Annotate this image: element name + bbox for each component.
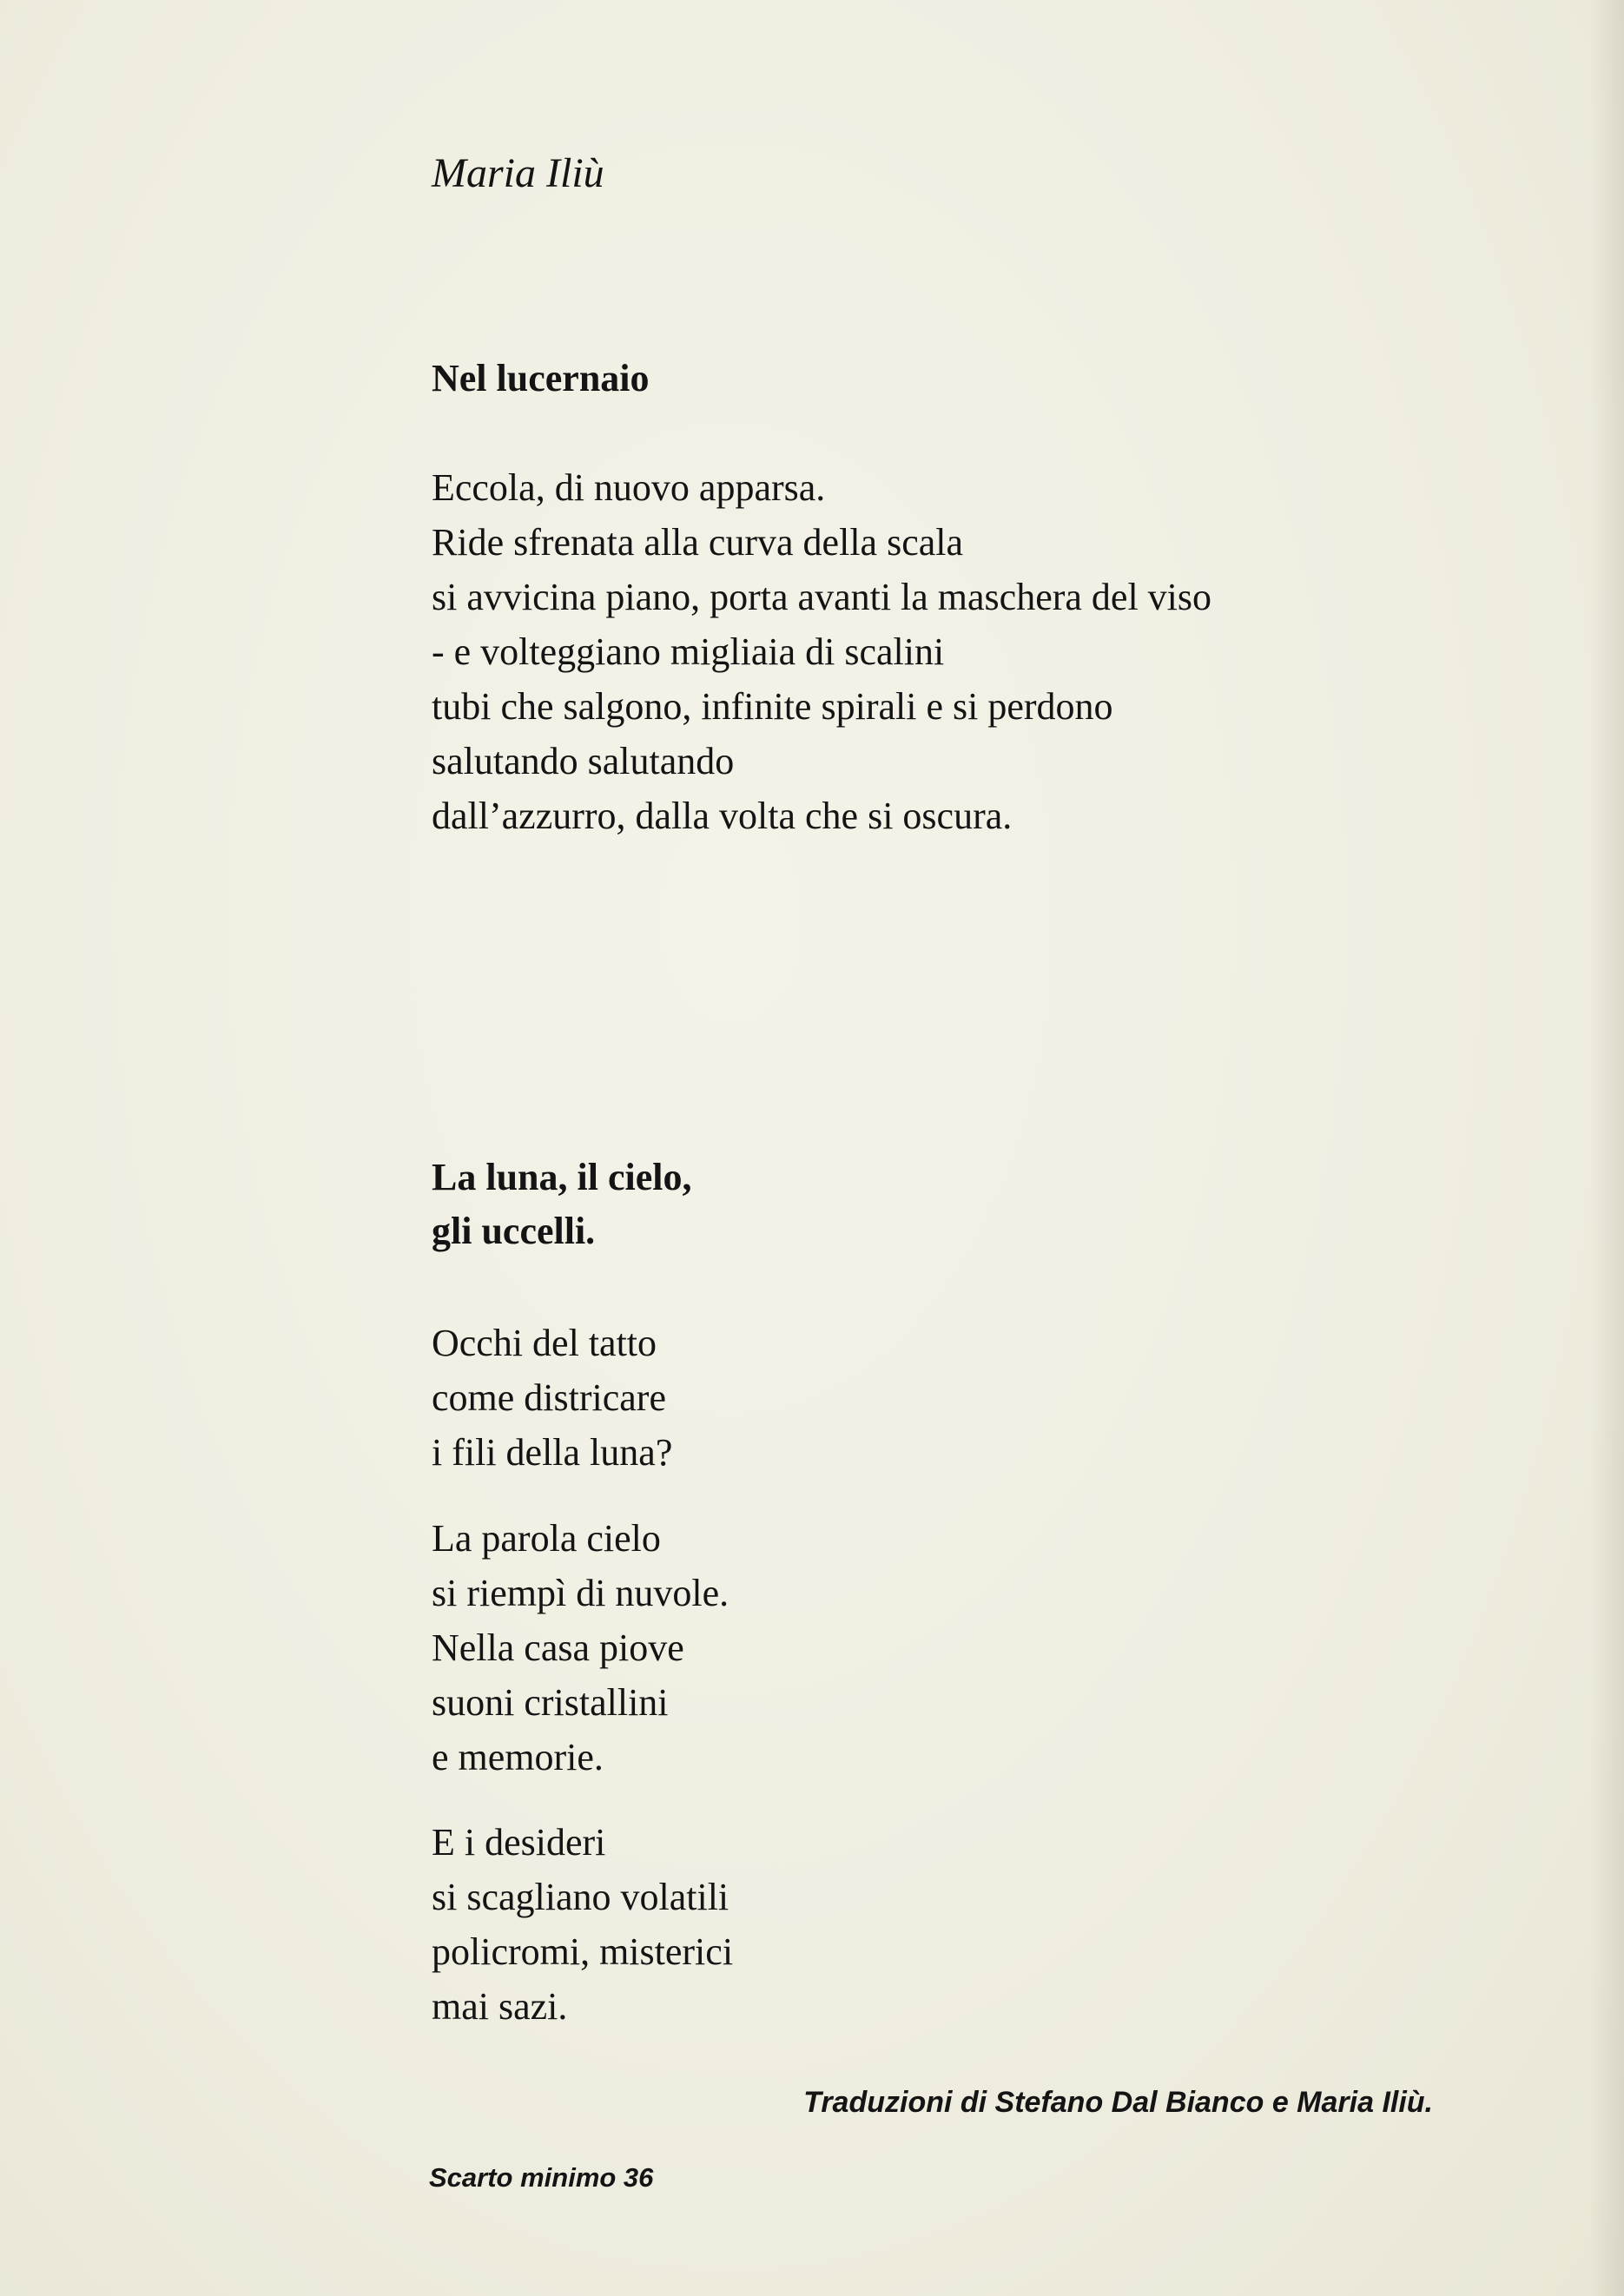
- verse-line: - e volteggiano migliaia di scalini: [432, 630, 945, 673]
- verse-line: i fili della luna?: [432, 1431, 673, 1474]
- poem-stanza: [432, 1316, 672, 1480]
- verse-line: mai sazi.: [432, 1985, 568, 2028]
- verse-line: e memorie.: [432, 1736, 604, 1778]
- author-name: Maria Iliù: [432, 150, 604, 196]
- verse-line: policromi, misterici: [432, 1930, 734, 1973]
- translation-credit: Traduzioni di Stefano Dal Bianco e Maria Iliù.: [803, 2086, 1433, 2119]
- verse-line: si riempì di nuvole.: [432, 1572, 729, 1614]
- verse-line: si avvicina piano, porta avanti la maschera del viso: [432, 576, 1212, 618]
- poem-stanza: [432, 1511, 729, 1785]
- verse-line: tubi che salgono, infinite spirali e si perdono: [432, 685, 1113, 728]
- poem-stanza: [432, 460, 1211, 843]
- verse-line: suoni cristallini: [432, 1681, 669, 1724]
- poem-title-line: Nel lucernaio: [432, 357, 650, 399]
- poem-title-line: gli uccelli.: [432, 1210, 596, 1252]
- poem-title-la-luna: [432, 1151, 691, 1258]
- verse-line: come districare: [432, 1376, 666, 1419]
- verse-line: si scagliano volatili: [432, 1876, 729, 1918]
- verse-line: E i desideri: [432, 1821, 606, 1864]
- poem-stanza: [432, 1815, 733, 2034]
- verse-line: Occhi del tatto: [432, 1322, 657, 1364]
- verse-line: Eccola, di nuovo apparsa.: [432, 466, 826, 509]
- verse-line: Ride sfrenata alla curva della scala: [432, 521, 964, 564]
- poem-title-nel-lucernaio: [432, 352, 650, 406]
- page-edge-shadow: [1589, 0, 1624, 2296]
- page-footer: Scarto minimo 36: [429, 2162, 654, 2193]
- verse-line: Nella casa piove: [432, 1626, 684, 1669]
- poem-title-line: La luna, il cielo,: [432, 1156, 692, 1198]
- verse-line: La parola cielo: [432, 1517, 661, 1560]
- verse-line: dall’azzurro, dalla volta che si oscura.: [432, 795, 1013, 837]
- verse-line: salutando salutando: [432, 740, 735, 782]
